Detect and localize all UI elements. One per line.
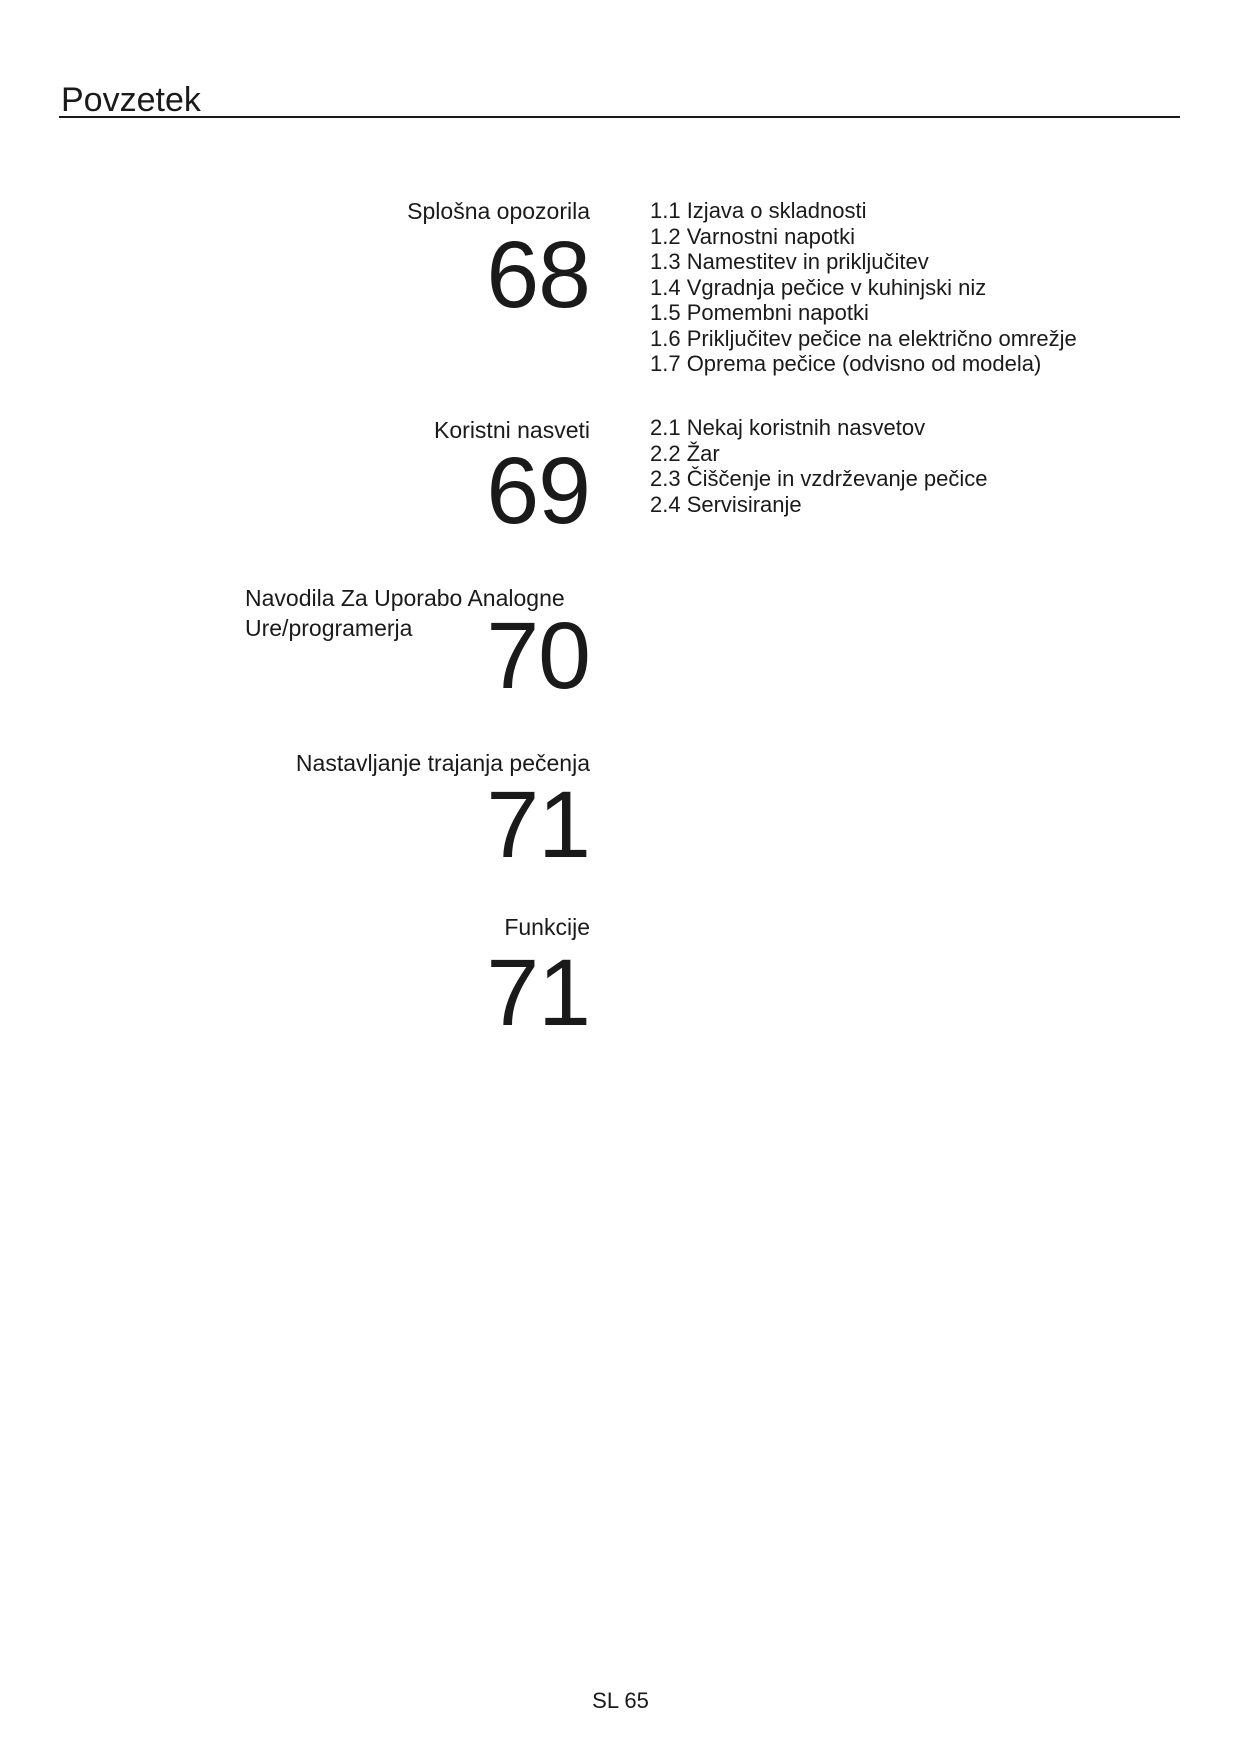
- section-title[interactable]: Nastavljanje trajanja pečenja: [295, 750, 590, 776]
- section-title-line-2[interactable]: Ure/programerja: [245, 615, 413, 641]
- subsection-item[interactable]: 1.2 Varnostni napotki: [650, 223, 856, 249]
- section-page-number[interactable]: 71: [486, 940, 590, 1046]
- page-title: Povzetek: [61, 81, 201, 119]
- section-title[interactable]: Funkcije: [504, 914, 590, 940]
- subsection-item[interactable]: 1.1 Izjava o skladnosti: [650, 198, 867, 223]
- subsection-item[interactable]: 1.5 Pomembni napotki: [650, 300, 869, 325]
- section-title[interactable]: Koristni nasveti: [434, 417, 590, 443]
- subsection-item[interactable]: 1.4 Vgradnja pečice v kuhinjski niz: [650, 274, 987, 300]
- subsection-list: [650, 415, 988, 517]
- section-title[interactable]: Splošna opozorila: [407, 198, 590, 224]
- title-divider: [59, 116, 1180, 118]
- subsection-item[interactable]: 1.6 Priključitev pečice na električno omrežje: [650, 325, 1077, 351]
- section-page-number[interactable]: 69: [486, 438, 590, 544]
- subsection-item[interactable]: 1.3 Namestitev in priključitev: [650, 249, 929, 274]
- subsection-list: [650, 198, 1077, 377]
- subsection-item[interactable]: 2.4 Servisiranje: [650, 491, 802, 517]
- section-page-number[interactable]: 71: [486, 772, 590, 878]
- subsection-item[interactable]: 2.2 Žar: [650, 440, 720, 466]
- section-page-number[interactable]: 68: [486, 222, 590, 328]
- subsection-item[interactable]: 2.3 Čiščenje in vzdrževanje pečice: [650, 466, 988, 491]
- page-footer-number: SL 65: [592, 1688, 649, 1713]
- subsection-item[interactable]: 1.7 Oprema pečice (odvisno od modela): [650, 351, 1042, 376]
- section-page-number[interactable]: 70: [486, 603, 590, 709]
- subsection-item[interactable]: 2.1 Nekaj koristnih nasvetov: [650, 415, 926, 440]
- section-title-line-1[interactable]: Navodila Za Uporabo Analogne: [245, 585, 565, 611]
